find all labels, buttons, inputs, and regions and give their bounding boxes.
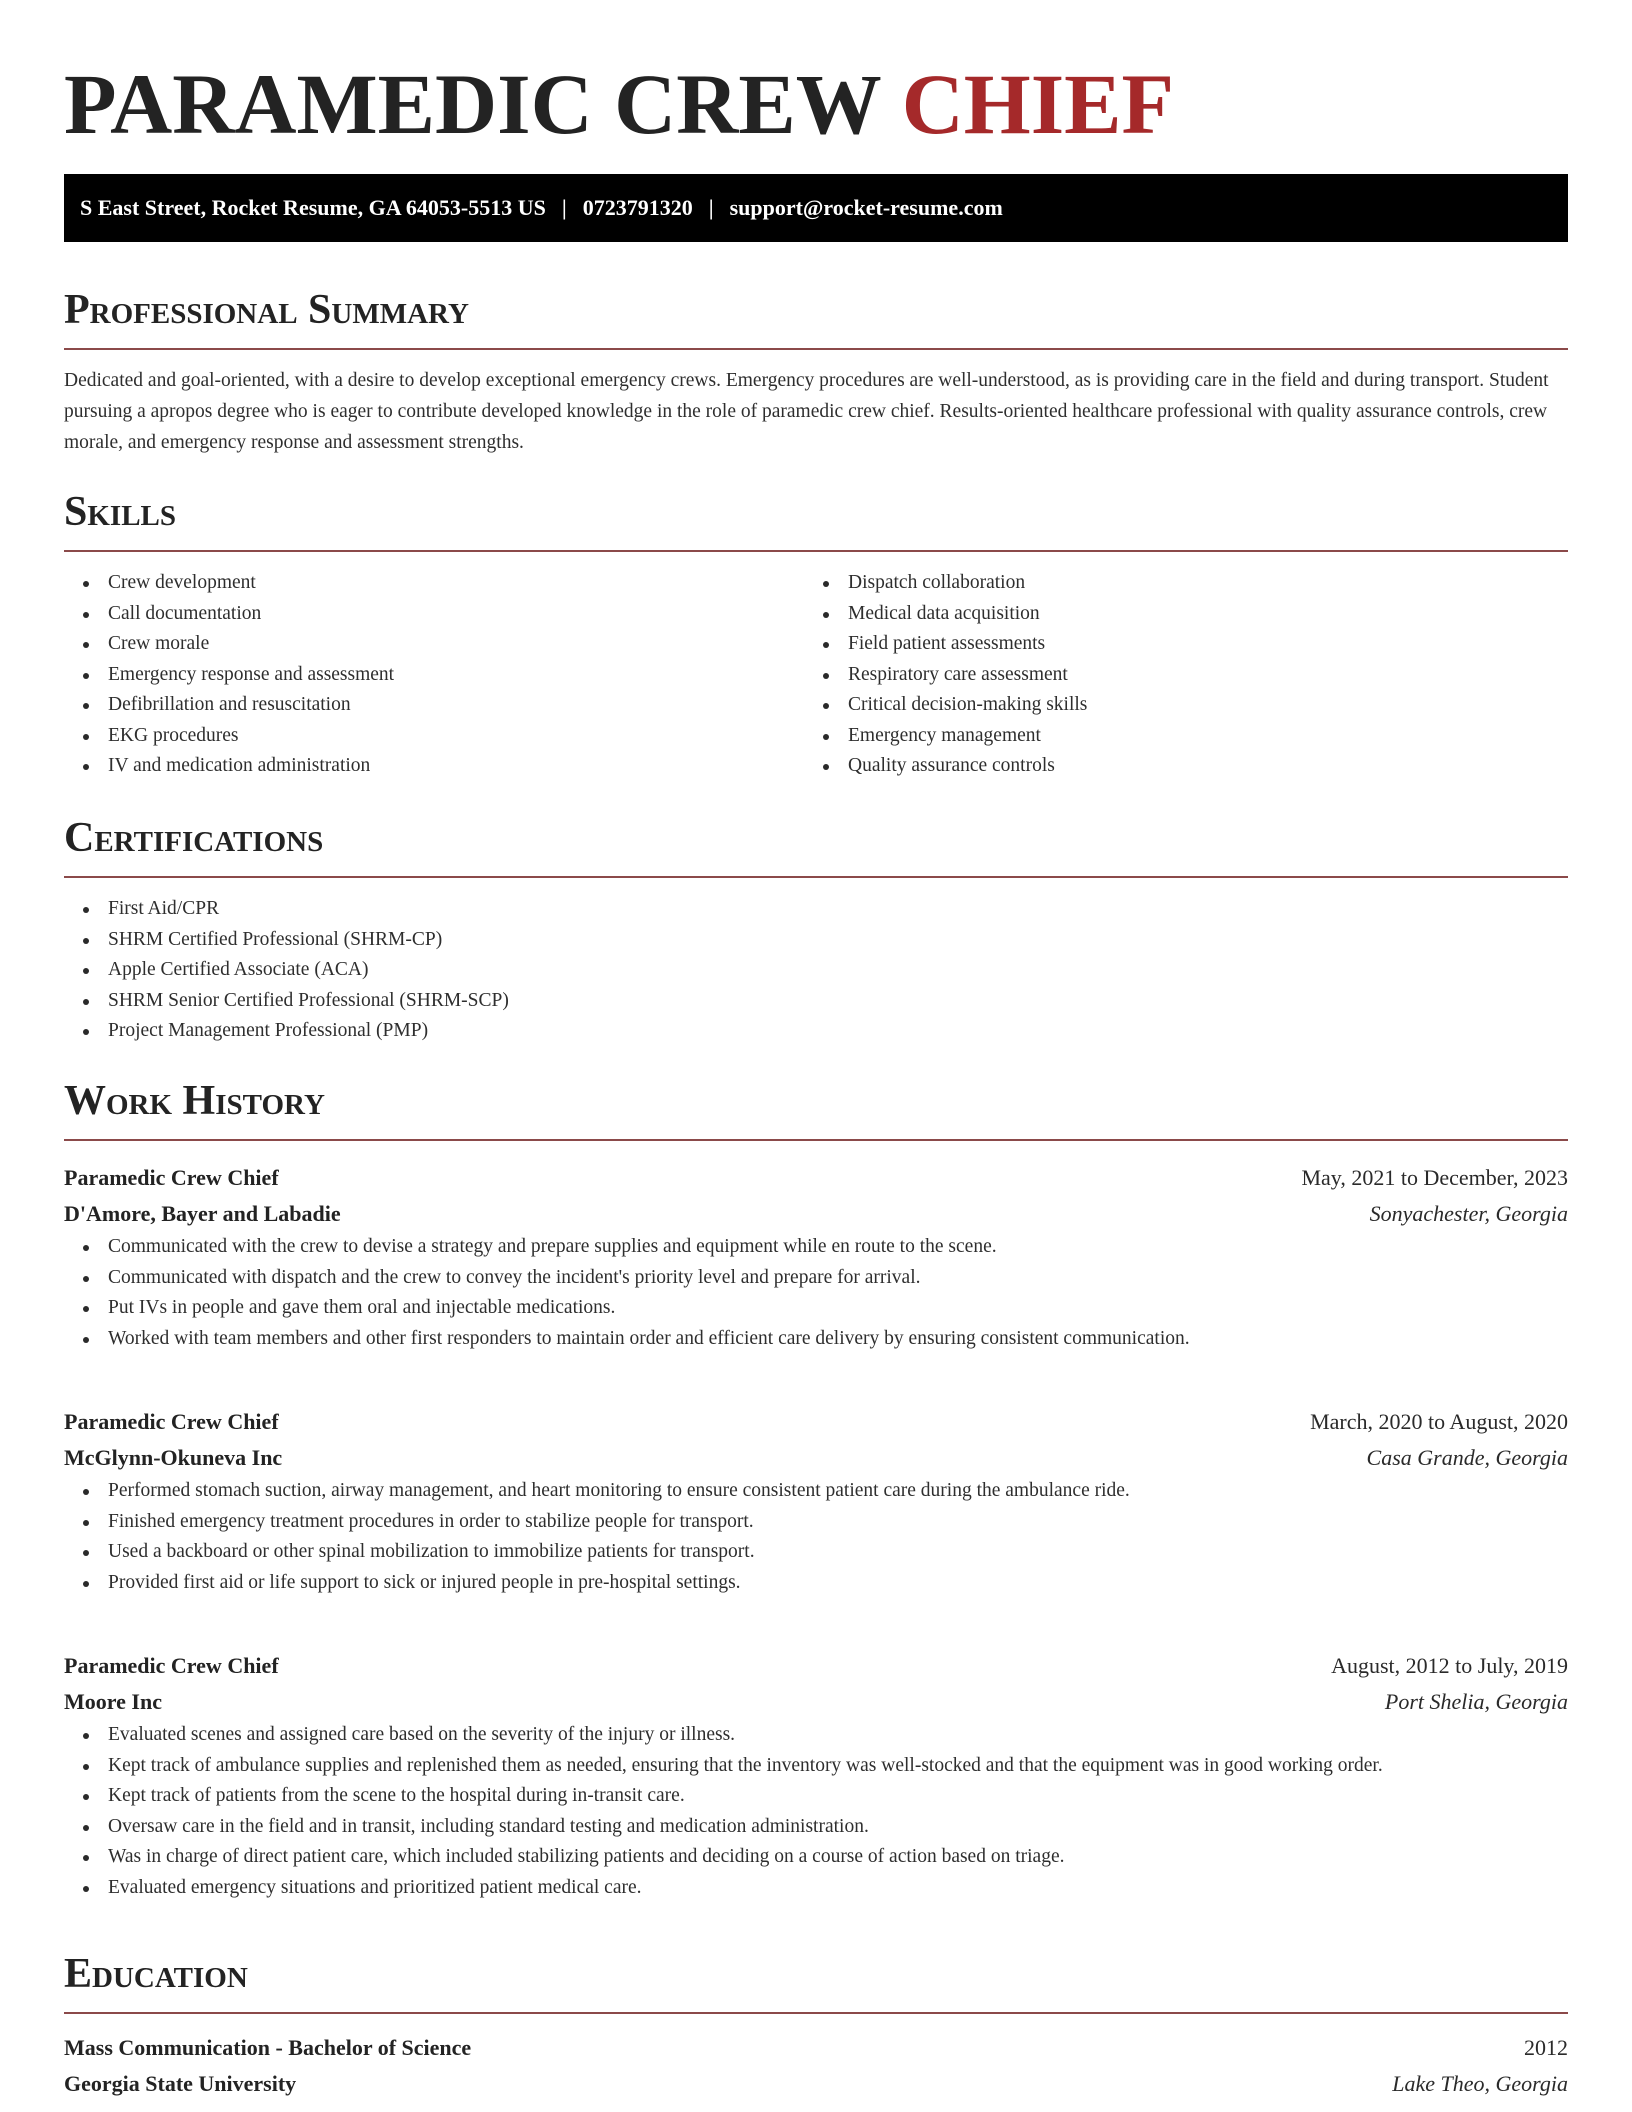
skills-list-right <box>804 568 1544 782</box>
contact-address: S East Street, Rocket Resume, GA 64053-5513 US <box>80 195 546 220</box>
job-location: Port Shelia, Georgia <box>1384 1689 1568 1714</box>
education-degree: Mass Communication - Bachelor of Science <box>64 2035 472 2060</box>
job-subheader <box>64 1684 1568 1720</box>
skills-heading: Skills <box>64 489 177 535</box>
job-location: Casa Grande, Georgia <box>1366 1445 1568 1470</box>
job-header <box>64 1404 1568 1440</box>
job-duty-item: Put IVs in people and gave them oral and injectable medications. <box>64 1293 1568 1324</box>
contact-email: support@rocket-resume.com <box>729 195 1003 220</box>
job-duty-item: Worked with team members and other first responders to maintain order and efficient care delivery by ensuring consistent communication. <box>64 1324 1568 1355</box>
skills-list-left <box>64 568 804 782</box>
skill-item: IV and medication administration <box>64 751 804 782</box>
skill-item: Emergency management <box>804 721 1544 752</box>
skill-item: Quality assurance controls <box>804 751 1544 782</box>
contact-separator: | <box>561 195 567 220</box>
skill-item: Critical decision-making skills <box>804 690 1544 721</box>
job-entry <box>64 1160 1568 1354</box>
education-heading: Education <box>64 1951 248 1997</box>
resume-page <box>64 0 1568 2096</box>
title-accent: CHIEF <box>901 56 1175 152</box>
title-main: PARAMEDIC CREW <box>64 56 881 152</box>
education-header <box>64 2030 1568 2066</box>
job-duty-item: Used a backboard or other spinal mobilization to immobilize patients for transport. <box>64 1537 1568 1568</box>
certification-item: Apple Certified Associate (ACA) <box>64 955 1568 986</box>
section-divider <box>64 550 1568 552</box>
job-role: Paramedic Crew Chief <box>64 1653 279 1678</box>
job-location: Sonyachester, Georgia <box>1369 1201 1568 1226</box>
job-dates: August, 2012 to July, 2019 <box>1331 1653 1568 1678</box>
skills-section <box>64 484 1568 782</box>
job-subheader <box>64 1440 1568 1476</box>
skill-item: EKG procedures <box>64 721 804 752</box>
education-subheader <box>64 2066 1568 2102</box>
job-role: Paramedic Crew Chief <box>64 1409 279 1434</box>
job-duty-item: Performed stomach suction, airway management, and heart monitoring to ensure consistent patient care during the ambulance ride. <box>64 1476 1568 1507</box>
summary-section <box>64 282 1568 458</box>
skill-item: Defibrillation and resuscitation <box>64 690 804 721</box>
work-history-section <box>64 1073 1568 1141</box>
job-duty-item: Evaluated emergency situations and prioritized patient medical care. <box>64 1873 1568 1904</box>
job-company: McGlynn-Okuneva Inc <box>64 1445 283 1470</box>
job-duty-item: Kept track of patients from the scene to the hospital during in-transit care. <box>64 1781 1568 1812</box>
education-year: 2012 <box>1524 2035 1568 2060</box>
job-duty-item: Finished emergency treatment procedures in order to stabilize people for transport. <box>64 1507 1568 1538</box>
job-header <box>64 1160 1568 1196</box>
contact-bar <box>64 174 1568 242</box>
job-dates: May, 2021 to December, 2023 <box>1301 1165 1568 1190</box>
job-role: Paramedic Crew Chief <box>64 1165 279 1190</box>
job-duty-item: Evaluated scenes and assigned care based on the severity of the injury or illness. <box>64 1720 1568 1751</box>
skill-item: Dispatch collaboration <box>804 568 1544 599</box>
education-location: Lake Theo, Georgia <box>1392 2071 1568 2096</box>
section-divider <box>64 876 1568 878</box>
skills-grid <box>64 568 1568 782</box>
education-entry <box>64 2030 1568 2102</box>
skill-item: Crew morale <box>64 629 804 660</box>
job-duties <box>64 1720 1568 1903</box>
job-duty-item: Kept track of ambulance supplies and replenished them as needed, ensuring that the inventory was well-stocked and that the equipment was in good working order. <box>64 1751 1568 1782</box>
job-duty-item: Communicated with dispatch and the crew to convey the incident's priority level and prepare for arrival. <box>64 1263 1568 1294</box>
job-duty-item: Was in charge of direct patient care, which included stabilizing patients and deciding on a course of action based on triage. <box>64 1842 1568 1873</box>
job-duties <box>64 1476 1568 1598</box>
summary-heading: Professional Summary <box>64 287 469 333</box>
job-entry <box>64 1648 1568 1903</box>
job-duties <box>64 1232 1568 1354</box>
certification-item: SHRM Certified Professional (SHRM-CP) <box>64 925 1568 956</box>
job-duty-item: Oversaw care in the field and in transit, including standard testing and medication administration. <box>64 1812 1568 1843</box>
section-divider <box>64 348 1568 350</box>
skill-item: Emergency response and assessment <box>64 660 804 691</box>
certifications-heading: Certifications <box>64 815 324 861</box>
section-divider <box>64 1139 1568 1141</box>
education-section <box>64 1946 1568 2014</box>
job-duty-item: Provided first aid or life support to sick or injured people in pre-hospital settings. <box>64 1568 1568 1599</box>
job-entry <box>64 1404 1568 1598</box>
certification-item: First Aid/CPR <box>64 894 1568 925</box>
section-divider <box>64 2012 1568 2014</box>
certification-item: SHRM Senior Certified Professional (SHRM-SCP) <box>64 986 1568 1017</box>
work-history-heading: Work History <box>64 1078 325 1124</box>
resume-title <box>64 0 1568 154</box>
certification-item: Project Management Professional (PMP) <box>64 1016 1568 1047</box>
contact-separator: | <box>708 195 714 220</box>
skill-item: Field patient assessments <box>804 629 1544 660</box>
skill-item: Medical data acquisition <box>804 599 1544 630</box>
summary-text: Dedicated and goal-oriented, with a desire to develop exceptional emergency crews. Emergency procedures are well-understood, as is providing care in the field and during transport. Student pursuing a apropos degree who is eager to contribute developed knowledge in the role of paramedic crew chief. Results-oriented healthcare professional with quality assurance controls, crew morale, and emergency response and assessment strengths. <box>64 370 1549 453</box>
job-company: Moore Inc <box>64 1689 162 1714</box>
skill-item: Respiratory care assessment <box>804 660 1544 691</box>
certifications-list <box>64 894 1568 1047</box>
job-header <box>64 1648 1568 1684</box>
job-dates: March, 2020 to August, 2020 <box>1310 1409 1568 1434</box>
job-company: D'Amore, Bayer and Labadie <box>64 1201 341 1226</box>
certifications-section <box>64 810 1568 1047</box>
job-duty-item: Communicated with the crew to devise a strategy and prepare supplies and equipment while en route to the scene. <box>64 1232 1568 1263</box>
job-subheader <box>64 1196 1568 1232</box>
skill-item: Crew development <box>64 568 804 599</box>
contact-phone: 0723791320 <box>582 195 693 220</box>
skill-item: Call documentation <box>64 599 804 630</box>
education-school: Georgia State University <box>64 2071 297 2096</box>
